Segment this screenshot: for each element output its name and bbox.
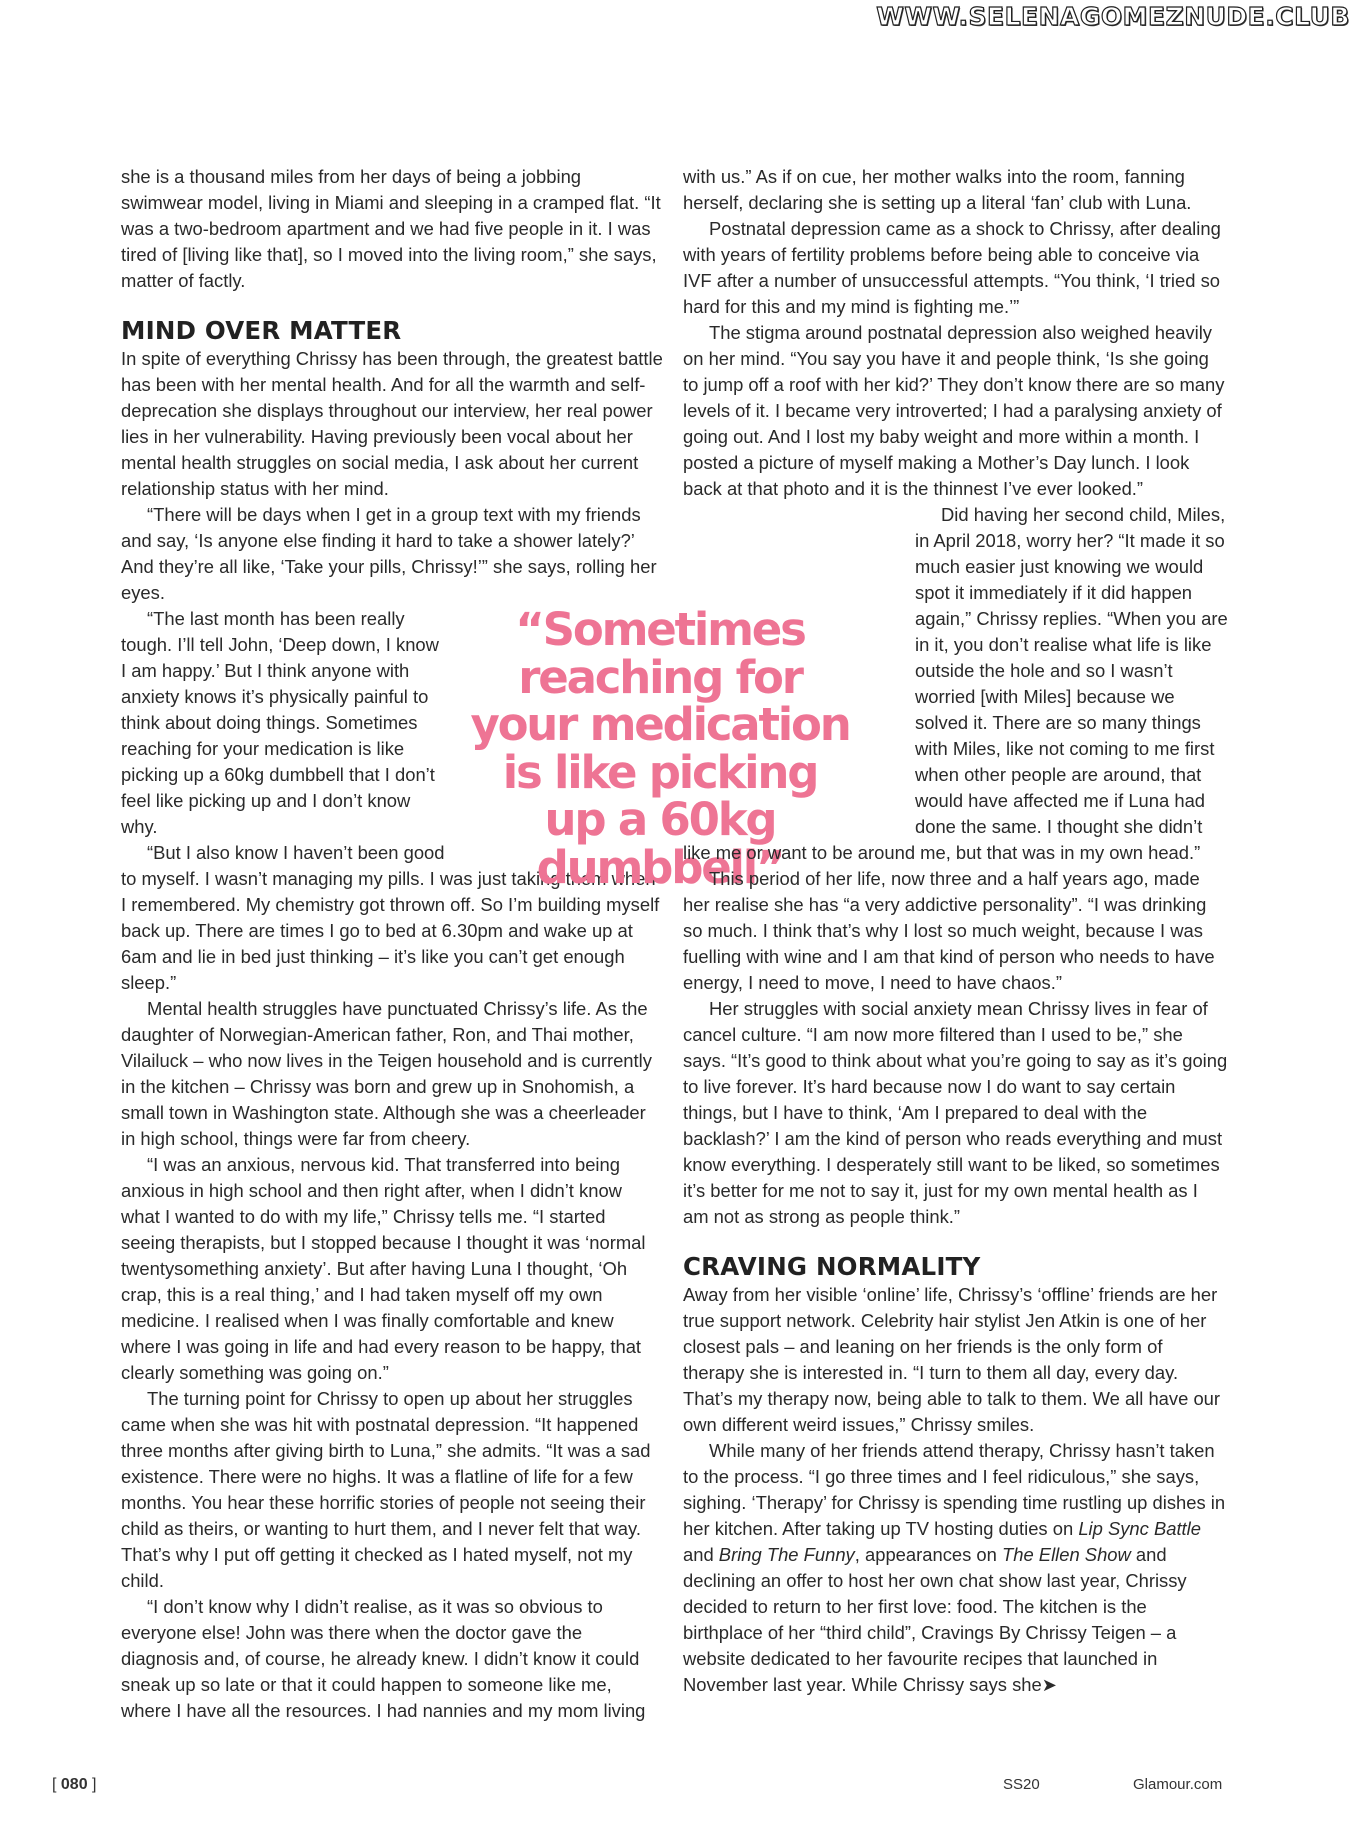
page-bracket-close: ]: [87, 1776, 97, 1793]
continue-arrow-icon: ➤: [1041, 1675, 1057, 1695]
page-bracket-open: [: [52, 1776, 61, 1793]
paragraph: The stigma around postnatal depression also weighed heavily on her mind. “You say you have it and people think, ‘Is she going to jump off a roof with her kid?’ They don’t know there are so many levels of it. I became very introverted; I had a paralysing anxiety of going out. And I lost my baby weight and more within a month. I posted a picture of myself making a Mother’s Day lunch. I look back at that photo and it is the thinnest I’ve ever looked.”: [683, 322, 1225, 499]
paragraph-text: , appearances on: [854, 1544, 1002, 1565]
page-number-value: 080: [60, 1776, 88, 1793]
issue-label: SS20: [1003, 1776, 1040, 1793]
show-title: The Ellen Show: [1002, 1544, 1131, 1565]
right-column: [683, 164, 1228, 1698]
paragraph-text: and declining an offer to host her own chat show last year, Chrissy decided to return to her first love: food. The kitchen is the birthplace of her “third child”, Cravings By Chrissy Teigen – a website dedicated to her favourite recipes that launched in November last year. While Chrissy says she: [683, 1544, 1187, 1695]
paragraph: Postnatal depression came as a shock to Chrissy, after dealing with years of fertility problems before being able to conceive via IVF after a number of unsuccessful attempts. “You think, ‘I tried so hard for this and my mind is fighting me.’”: [683, 218, 1221, 317]
paragraph: “I was an anxious, nervous kid. That transferred into being anxious in high school and then right after, when I didn’t know what I wanted to do with my life,” Chrissy tells me. “I started seeing therapists, but I stopped because I thought it was ‘normal twentysomething anxiety’. But after having Luna I thought, ‘Oh crap, this is a real thing,’ and I had taken myself off my own medicine. I realised when I was finally comfortable and knew where I was going in life and had every reason to be happy, that clearly something was going on.”: [121, 1154, 646, 1383]
paragraph-wrap: [683, 502, 1228, 866]
paragraph-text: While many of her friends attend therapy, Chrissy hasn’t taken to the process. “I go three times and I feel ridiculous,” she says, sighing. ‘Therapy’ for Chrissy is spending time rustling up dishes in her kitchen. After taking up TV hosting duties on: [683, 1440, 1226, 1539]
section-heading: CRAVING NORMALITY: [683, 1252, 981, 1281]
left-column: [121, 164, 663, 1724]
pull-quote: “Sometimes reaching for your medication is like picking up a 60kg dumbbell”: [470, 603, 850, 894]
paragraph: In spite of everything Chrissy has been through, the greatest battle has been with her mental health. And for all the warmth and self-deprecation she displays throughout our interview, her real power lies in her vulnerability. Having previously been vocal about her mental health struggles on social media, I ask about her current relationship status with her mind.: [121, 348, 663, 499]
paragraph: Mental health struggles have punctuated Chrissy’s life. As the daughter of Norwegian-American father, Ron, and Thai mother, Vilailuck – who now lives in the Teigen household and is currently in the kitchen – Chrissy was born and grew up in Snohomish, a small town in Washington state. Although she was a cheerleader in high school, things were far from cheery.: [121, 998, 652, 1149]
pull-quote-spacer: [683, 528, 915, 818]
show-title: Bring The Funny: [718, 1544, 855, 1565]
paragraph-text: Did having her second child, Miles, in April 2018, worry her? “It made it so much easier just knowing we would spot it immediately if it did happen again,” Chrissy replies. “When you are in it, you don’t realise what life is like outside the hole and so I wasn’t worried [with Miles] because we solved it. There are so many things with Miles, like not coming to me first when other people are around, that would have affected me if Luna had done the same. I thought she didn’t like me or want to be around me, but that was in my own head.”: [683, 504, 1228, 863]
paragraph: “There will be days when I get in a group text with my friends and say, ‘Is anyone else finding it hard to take a shower lately?’ And they’re all like, ‘Take your pills, Chrissy!’” she says, rolling her eyes.: [121, 504, 657, 603]
paragraph-text: and: [683, 1544, 719, 1565]
paragraph: [683, 1438, 1228, 1698]
paragraph: with us.” As if on cue, her mother walks into the room, fanning herself, declaring she is setting up a literal ‘fan’ club with Luna.: [683, 166, 1192, 213]
paragraph: [683, 502, 1228, 866]
page-number: [52, 1776, 96, 1794]
paragraph: “The last month has been really tough. I’ll tell John, ‘Deep down, I know I am happy.’ But I think anyone with anxiety knows it’s physically painful to think about doing things. Sometimes reaching for your medication is like picking up a 60kg dumbbell that I don’t feel like picking up and I don’t know why.: [121, 608, 439, 837]
paragraph: “But I also know I haven’t been good to myself. I wasn’t managing my pills. I was just taking them when I remembered. My chemistry got thrown off. So I’m building myself back up. There are times I go to bed at 6.30pm and wake up at 6am and lie in bed just thinking – it’s like you can’t get enough sleep.”: [121, 842, 660, 993]
paragraph: “I don’t know why I didn’t realise, as it was so obvious to everyone else! John was there when the doctor gave the diagnosis and, of course, he already knew. I didn’t know it could sneak up so late or that it could happen to someone like me, where I have all the resources. I had nannies and my mom living: [121, 1596, 646, 1721]
section-heading: MIND OVER MATTER: [121, 316, 402, 345]
paragraph: The turning point for Chrissy to open up about her struggles came when she was hit with postnatal depression. “It happened three months after giving birth to Luna,” she admits. “It was a sad existence. There were no highs. It was a flatline of life for a few months. You hear these horrific stories of people not seeing their child as theirs, or wanting to hurt them, and I never felt that way. That’s why I put off getting it checked as I hated myself, not my child.: [121, 1388, 651, 1591]
paragraph: she is a thousand miles from her days of being a jobbing swimwear model, living in Miami and sleeping in a cramped flat. “It was a two-bedroom apartment and we had five people in it. I was tired of [living like that], so I moved into the living room,” she says, matter of factly.: [121, 166, 661, 291]
paragraph: This period of her life, now three and a half years ago, made her realise she has “a very addictive personality”. “I was drinking so much. I think that’s why I lost so much weight, because I was fuelling with wine and I am that kind of person who needs to have energy, I need to move, I need to have chaos.”: [683, 868, 1215, 993]
watermark: WWW.SELENAGOMEZNUDE.CLUB: [876, 2, 1350, 31]
paragraph: Her struggles with social anxiety mean Chrissy lives in fear of cancel culture. “I am now more filtered than I used to be,” she says. “It’s good to think about what you’re going to say as it’s going to live forever. It’s hard because now I do want to say certain things, but I have to think, ‘Am I prepared to deal with the backlash?’ I am the kind of person who reads everything and must know everything. I desperately still want to be liked, so sometimes it’s better for me not to say it, just for my own mental health as I am not as strong as people think.”: [683, 998, 1228, 1227]
show-title: Lip Sync Battle: [1078, 1518, 1201, 1539]
paragraph: Away from her visible ‘online’ life, Chrissy’s ‘offline’ friends are her true support network. Celebrity hair stylist Jen Atkin is one of her closest pals – and leaning on her friends is the only form of therapy she is interested in. “I turn to them all day, every day. That’s my therapy now, being able to talk to them. We all have our own different weird issues,” Chrissy smiles.: [683, 1284, 1221, 1435]
site-label: Glamour.com: [1133, 1776, 1223, 1793]
